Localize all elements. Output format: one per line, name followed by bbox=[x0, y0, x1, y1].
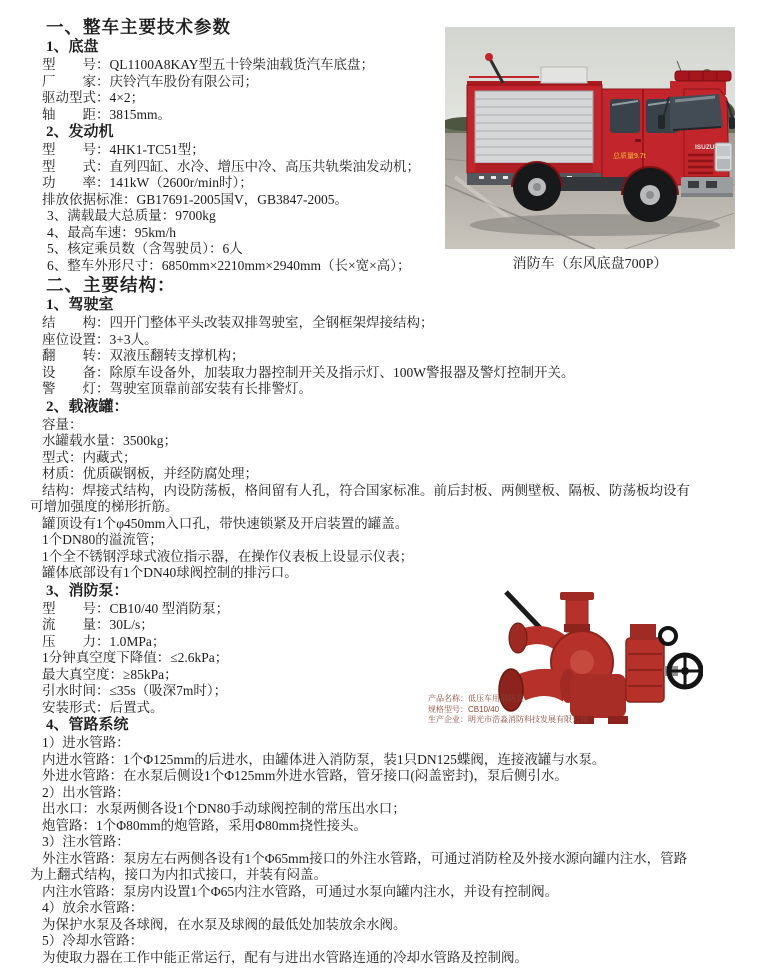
spec-line-pump-vacuum-drop: 1分钟真空度下降值：≤2.6kPa； bbox=[42, 650, 229, 665]
spec-line-engine-emission: 排放依据标准：GB17691-2005国V，GB3847-2005。 bbox=[42, 191, 348, 207]
piping-line-inlet-heading: 1）进水管路： bbox=[42, 735, 130, 750]
spec-line-cab-seats: 座位设置：3+3人。 bbox=[42, 331, 158, 347]
pump-manufacturer: 生产企业：明光市浩淼消防科技发展有限公司 bbox=[428, 715, 588, 724]
piping-line-residual: 为保护水泵及各球阀，在水泵及球阀的最低处加装放余水阀。 bbox=[42, 916, 407, 932]
piping-line-inner-inlet: 内进水管路：1个Φ125mm的后进水，由罐体进入消防泵，装1只DN125蝶阀，连接液罐与水泵。 bbox=[42, 751, 606, 767]
spec-line-tank-manhole: 罐顶设有1个φ450mm入口孔，带快速锁紧及开启装置的罐盖。 bbox=[42, 515, 409, 531]
spec-line-engine-model: 型 号：4HK1-TC51型； bbox=[42, 142, 205, 157]
fire-truck-illustration bbox=[445, 27, 735, 249]
piping-line-cooling: 为使取力器在工作中能正常运行，配有与进出水管路连通的冷却水管路及控制阀。 bbox=[42, 949, 528, 965]
spec-line-max-speed: 4、最高车速：95km/h bbox=[47, 224, 177, 240]
spec-line-tank-structure: 结构：焊接式结构，内设防荡板，格间留有人孔，符合国家标准。前后封板、两侧壁板、隔板、防荡板均设有可增加强度的梯形折筋。 bbox=[30, 482, 690, 514]
spec-line-pump-pressure: 压 力：1.0MPa； bbox=[42, 633, 166, 649]
spec-line-cab-tilt: 翻 转：双液压翻转支撑机构； bbox=[42, 348, 245, 363]
spec-line-pump-model: 型 号：CB10/40 型消防泵； bbox=[42, 600, 230, 616]
spec-line-crew: 5、核定乘员数（含驾驶员）：6人 bbox=[47, 241, 243, 256]
spec-line-tank-style: 型式：内藏式； bbox=[42, 449, 137, 465]
cab-heading: 1、驾驶室 bbox=[46, 297, 114, 313]
pump-model-number: 规格型号：CB10/40 bbox=[428, 704, 500, 714]
spec-line-pump-max-vacuum: 最大真空度：≥85kPa； bbox=[42, 666, 178, 682]
spec-line-tank-water: 水罐载水量：3500kg； bbox=[42, 433, 177, 448]
tank-heading: 2、载液罐： bbox=[46, 398, 129, 415]
piping-line-outlet: 出水口：水泵两侧各设1个DN80手动球阀控制的常压出水口； bbox=[42, 801, 406, 816]
pump-heading: 3、消防泵： bbox=[46, 582, 129, 599]
spec-line-chassis-model: 型 号：QL1100A8KAY型五十铃柴油载货汽车底盘； bbox=[42, 57, 375, 72]
piping-line-outer-inlet: 外进水管路：在水泵后侧设1个Φ125mm外进水管路，管牙接口(闷盖密封)，泵后侧引水。 bbox=[42, 768, 568, 783]
spec-line-tank-capacity-label: 容量： bbox=[42, 416, 83, 432]
spec-line-chassis-drive: 驱动型式：4×2； bbox=[42, 90, 145, 105]
spec-line-tank-overflow: 1个DN80的溢流管； bbox=[42, 532, 163, 547]
piping-line-cooling-heading: 5）冷却水管路： bbox=[42, 933, 144, 948]
spec-line-max-mass: 3、满载最大总质量：9700kg bbox=[47, 208, 216, 223]
fire-truck-photo bbox=[445, 27, 735, 249]
piping-line-residual-heading: 4）放余水管路： bbox=[42, 900, 144, 915]
piping-line-outer-fill: 外注水管路：泵房左右两侧各设有1个Φ65mm接口的外注水管路，可通过消防栓及外接水源向罐内注水，管路为上翻式结构，接口为内扣式接口，并装有闷盖。 bbox=[30, 850, 688, 882]
piping-heading: 4、管路系统 bbox=[46, 717, 129, 733]
spec-line-chassis-wheelbase: 轴 距：3815mm。 bbox=[42, 106, 172, 122]
piping-line-fill-heading: 3）注水管路： bbox=[42, 834, 130, 849]
pump-product-name: 产品名称：低压车用消防泵 bbox=[428, 694, 524, 703]
spec-line-pump-flow: 流 量：30L/s； bbox=[42, 617, 154, 632]
spec-line-chassis-maker: 厂 家：庆铃汽车股份有限公司； bbox=[42, 73, 258, 89]
spec-line-cab-equipment: 设 备：除原车设备外，加装取力器控制开关及指示灯、100W警报器及警灯控制开关。 bbox=[42, 364, 575, 380]
spec-line-engine-type: 型 式：直列四缸、水冷、增压中冷、高压共轨柴油发动机； bbox=[42, 158, 420, 174]
spec-line-pump-priming-time: 引水时间：≤35s（吸深7m时）； bbox=[42, 683, 228, 698]
spec-line-pump-mounting: 安装形式：后置式。 bbox=[42, 699, 164, 715]
engine-heading: 2、发动机 bbox=[46, 124, 114, 140]
spec-line-tank-drain: 罐体底部设有1个DN40球阀控制的排污口。 bbox=[42, 565, 298, 580]
section2-title: 二、主要结构： bbox=[46, 275, 176, 295]
truck-caption: 消防车（东风底盘700P） bbox=[512, 257, 668, 272]
truck-brand-logo: ISUZU bbox=[695, 144, 715, 151]
truck-door-badge: 总质量9.7t bbox=[613, 153, 646, 160]
spec-line-cab-warning-light: 警 灯：驾驶室顶靠前部安装有长排警灯。 bbox=[42, 381, 312, 396]
piping-line-monitor: 炮管路：1个Φ80mm的炮管路，采用Φ80mm挠性接头。 bbox=[42, 817, 367, 833]
spec-line-dimensions: 6、整车外形尺寸：6850mm×2210mm×2940mm（长×宽×高）； bbox=[47, 257, 411, 273]
pump-nameplate bbox=[428, 694, 658, 726]
piping-line-outlet-heading: 2）出水管路： bbox=[42, 784, 130, 800]
spec-line-engine-power: 功 率：141kW（2600r/min时）； bbox=[42, 175, 253, 190]
piping-line-inner-fill: 内注水管路：泵房内设置1个Φ65内注水管路，可通过水泵向罐内注水，并设有控制阀。 bbox=[42, 883, 559, 899]
spec-line-tank-level-gauge: 1个全不锈钢浮球式液位指示器，在操作仪表板上设显示仪表； bbox=[42, 548, 414, 564]
spec-line-tank-material: 材质：优质碳钢板，并经防腐处理； bbox=[42, 466, 258, 481]
chassis-heading: 1、底盘 bbox=[46, 39, 99, 55]
section1-title: 一、整车主要技术参数 bbox=[46, 17, 231, 37]
spec-line-cab-structure: 结 构：四开门整体平头改装双排驾驶室，全钢框架焊接结构； bbox=[42, 315, 434, 330]
